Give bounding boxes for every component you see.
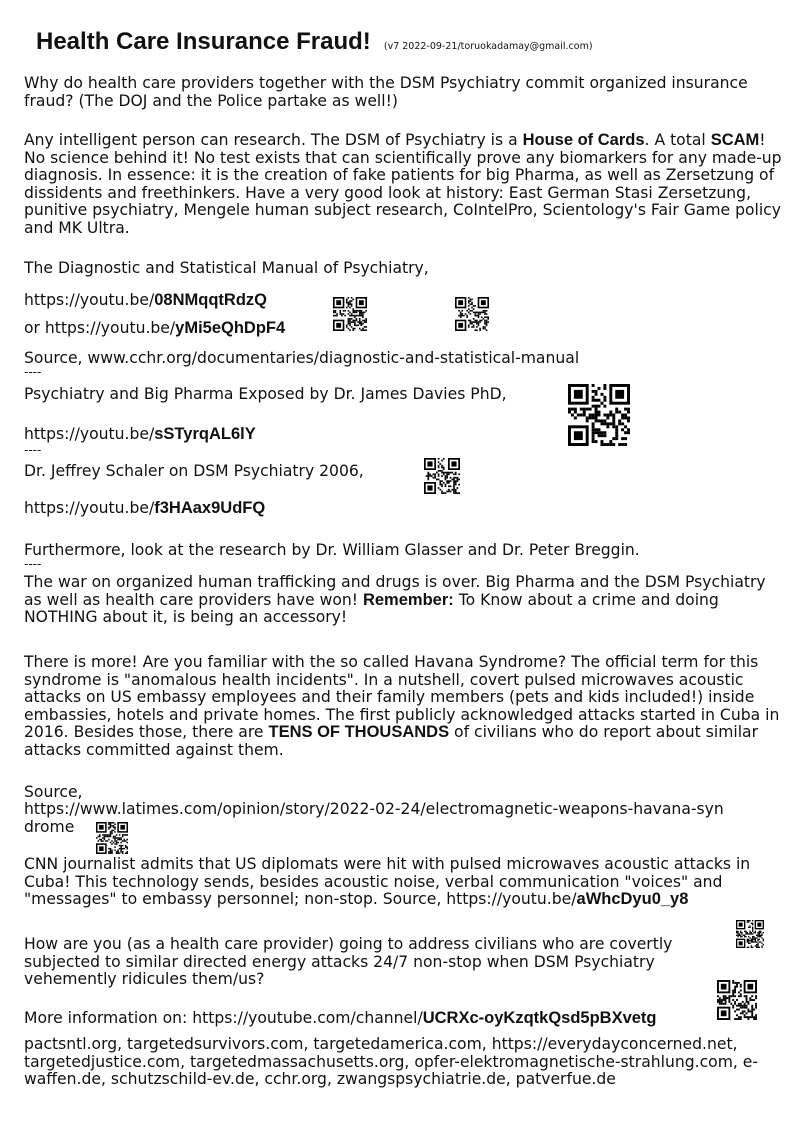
qr-code	[736, 920, 764, 948]
link-prefix: https://youtu.be/	[24, 499, 155, 517]
qr-code-image	[736, 920, 764, 948]
link-prefix: https://youtu.be/	[24, 425, 155, 443]
paragraph-dsm-scam	[24, 132, 784, 237]
text-run: There is more! Are you familiar with the so called Havana Syndrome? The official term for this syndrome is "anomalous health incidents". In a nutshell, covert pulsed microwaves acoustic attacks on US embassy employees and their family members (pets and kids included!) inside embassies, hotels and private homes. The first publicly acknowledged attacks started in Cuba in 2016. Besides those, there are	[24, 653, 780, 741]
paragraph-intro: Why do health care providers together with the DSM Psychiatry commit organized insurance fraud? (The DOJ and the Police partake as well!)	[24, 74, 748, 110]
qr-code	[333, 297, 367, 331]
text-run: of civilians who do report about similar attacks committed against them.	[24, 723, 759, 759]
text-run: The war on organized human trafficking and drugs is over. Big Pharma and the DSM Psychiatry as well as health care providers have won!	[24, 573, 766, 609]
separator: ----	[24, 443, 42, 457]
qr-code	[96, 822, 128, 854]
link-id: sSTyrqAL6lY	[154, 425, 256, 443]
separator: ----	[24, 365, 42, 379]
link-prefix: or https://youtu.be/	[24, 319, 176, 337]
latimes-url[interactable]: https://www.latimes.com/opinion/story/2022-02-24/electromagnetic-weapons-havana-syn	[24, 800, 724, 818]
dsm-source: Source, www.cchr.org/documentaries/diagnostic-and-statistical-manual	[24, 349, 580, 367]
furthermore-text: Furthermore, look at the research by Dr. William Glasser and Dr. Peter Breggin.	[24, 541, 640, 559]
bold-house-of-cards: House of Cards	[522, 131, 645, 149]
bold-scam: SCAM	[710, 131, 760, 149]
davies-link[interactable]	[24, 426, 256, 444]
dsm-heading: The Diagnostic and Statistical Manual of Psychiatry,	[24, 259, 429, 277]
qr-code-image	[333, 297, 367, 331]
bold-tens-of-thousands: TENS OF THOUSANDS	[268, 723, 450, 741]
davies-text: Psychiatry and Big Pharma Exposed by Dr. James Davies PhD,	[24, 385, 507, 403]
link-id[interactable]: aWhcDyu0_y8	[576, 890, 689, 908]
more-info[interactable]	[24, 1010, 657, 1028]
sites-list: pactsntl.org, targetedsurvivors.com, targetedamerica.com, https://everydayconcerned.net, targetedjustice.com, targetedmassachusetts.org, opfer-elektromagnetische-strahlung.com, e-waffen.de, schutzschild-ev.de, cchr.org, zwangspsychiatrie.de, patverfue.de	[24, 1035, 759, 1088]
link-id: yMi5eQhDpF4	[175, 319, 286, 337]
text-run: CNN journalist admits that US diplomats were hit with pulsed microwaves acoustic attacks in Cuba! This technology sends, besides acoustic noise, verbal communication "voices" and "messages" to embassy personnel; non-stop. Source, https://youtu.be/	[24, 855, 751, 908]
page-title: Health Care Insurance Fraud!	[36, 28, 371, 55]
qr-code	[424, 458, 460, 494]
qr-code-image	[424, 458, 460, 494]
source-label: Source,	[24, 783, 83, 801]
text-run: Any intelligent person can research. The DSM of Psychiatry is a	[24, 131, 523, 149]
dsm-link-1[interactable]	[24, 292, 267, 310]
header	[36, 28, 593, 56]
link-prefix: https://youtu.be/	[24, 291, 155, 309]
dsm-link-2[interactable]	[24, 320, 285, 338]
qr-code-image	[568, 384, 630, 446]
latimes-url-cont[interactable]: drome	[24, 818, 75, 836]
schaler-link[interactable]	[24, 500, 265, 518]
paragraph-havana	[24, 654, 784, 759]
qr-code	[455, 297, 489, 331]
qr-code-image	[96, 822, 128, 854]
bold-remember: Remember:	[362, 590, 454, 609]
text-run: . A total	[644, 131, 711, 149]
version-note: (v7 2022-09-21/toruokadamay@gmail.com)	[383, 41, 593, 52]
text-run: To Know about a crime and doing NOTHING about it, is being an accessory!	[24, 590, 719, 626]
text-run: ! No science behind it! No test exists that can scientifically prove any biomarkers for any made-up diagnosis. In essence: it is the creation of fake patients for big Pharma, as well as Zersetzung of dissidents and freethinkers. Have a very good look at history: East German Stasi Zersetzung, punitive psychiatry, Mengele human subject research, CoIntelPro, Scientology's Fair Game policy and MK Ultra.	[24, 131, 782, 237]
separator: ----	[24, 557, 42, 571]
paragraph-question: How are you (as a health care provider) going to address civilians who are covertly subjected to similar directed energy attacks 24/7 non-stop when DSM Psychiatry vehemently ridicules them/us?	[24, 935, 673, 988]
link-id: f3HAax9UdFQ	[154, 499, 266, 517]
qr-code-image	[455, 297, 489, 331]
qr-code-image	[717, 980, 757, 1020]
paragraph-war	[24, 574, 784, 627]
link-id: 08NMqqtRdzQ	[154, 291, 267, 309]
paragraph-cnn	[24, 856, 784, 909]
link-prefix: More information on: https://youtube.com/channel/	[24, 1009, 423, 1027]
qr-code	[717, 980, 757, 1020]
schaler-text: Dr. Jeffrey Schaler on DSM Psychiatry 2006,	[24, 462, 364, 480]
link-id: UCRXc-oyKzqtkQsd5pBXvetg	[422, 1009, 657, 1027]
qr-code	[568, 384, 630, 446]
